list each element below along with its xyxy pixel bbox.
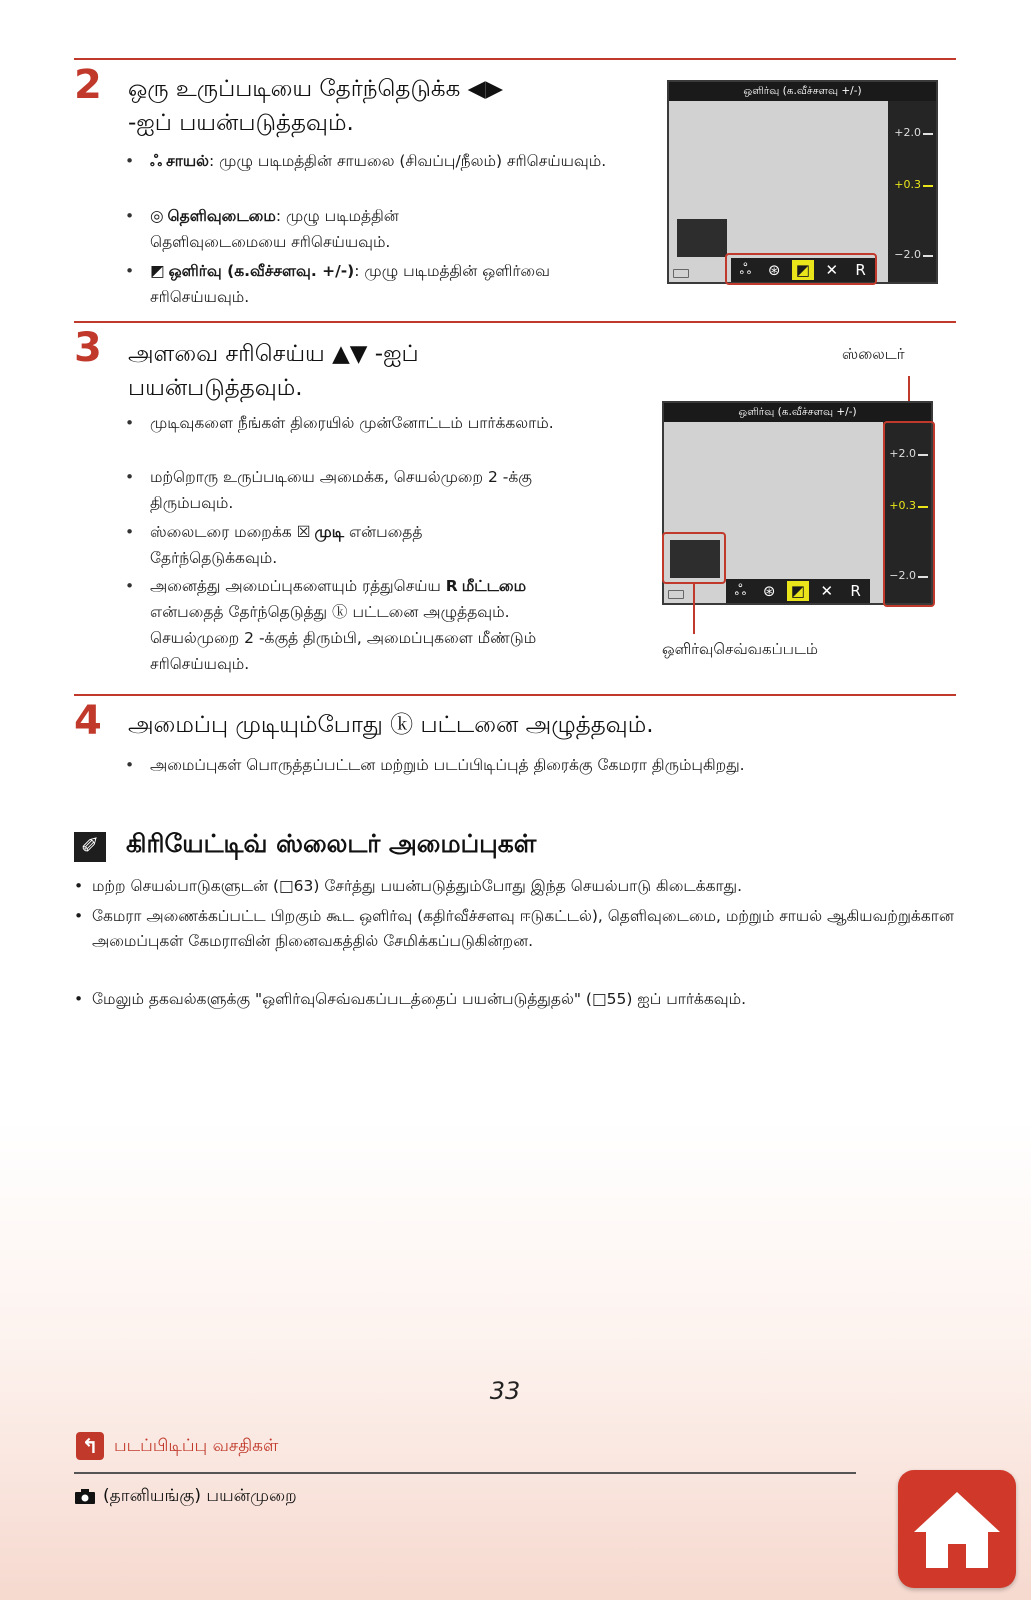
scale-top-label: +2.0 (889, 447, 916, 460)
reset-icon: R (445, 577, 458, 595)
vividness-icon: ◎ (150, 207, 164, 225)
battery-icon (668, 590, 684, 599)
list-item (128, 258, 588, 310)
scale-current-mark (923, 185, 933, 187)
callout-line (693, 584, 695, 634)
step-title-line: பயன்படுத்தவும். (128, 375, 303, 401)
camera-icon (75, 1489, 95, 1504)
hue-icon[interactable]: ஃ (734, 581, 747, 599)
brightness-icon[interactable]: ◩ (792, 260, 814, 280)
step-title (128, 72, 503, 140)
scale-bottom-label: −2.0 (889, 569, 916, 582)
list-item: • கேமரா அணைக்கப்பட்ட பிறகும் கூட ஒளிர்வு (கதிர்வீச்சளவு ஈடுகட்டல்), தெளிவுடைமை, மற்றும் சாயல் ஆகியவற்றுக்கான அமைப்புகள் கேமராவின் நினைவகத்தில் சேமிக்கப்படுகின்றன. (74, 904, 954, 954)
step-title: அமைப்பு முடியும்போது ⓚ பட்டனை அழுத்தவும். (128, 712, 654, 738)
brightness-icon: ◩ (150, 262, 165, 280)
list-item: • முடிவுகளை நீங்கள் திரையில் முன்னோட்டம் பார்க்கலாம். (128, 410, 588, 436)
histogram-highlight (662, 532, 726, 584)
slider-callout: ஸ்லைடர் (842, 345, 905, 363)
step-number: 3 (74, 325, 102, 371)
scale-tick (923, 255, 933, 257)
step-title (128, 337, 419, 405)
vividness-icon[interactable]: ⊛ (767, 261, 781, 279)
list-item: • அமைப்புகள் பொருத்தப்பட்டன மற்றும் படப்பிடிப்புத் திரைக்கு கேமரா திரும்புகிறது. (128, 752, 948, 778)
back-link[interactable]: படப்பிடிப்பு வசதிகள் (114, 1436, 279, 1456)
item-label: தெளிவுடைமை (167, 207, 276, 225)
icon-bar-highlight (725, 253, 877, 285)
step-title-line: ஒரு உருப்படியை தேர்ந்தெடுக்க ◀▶ (128, 76, 504, 102)
brightness-icon[interactable]: ◩ (787, 581, 809, 601)
item-text: : முழு படிமத்தின் ஒளிர்வை சரிசெய்யவும். (150, 262, 550, 306)
step-title-line: அளவை சரிசெய்ய ▲▼ -ஐப் (128, 341, 419, 367)
scale-top-label: +2.0 (894, 126, 921, 139)
home-button[interactable] (898, 1470, 1016, 1588)
list-item: • மற்றொரு உருப்படியை அமைக்க, செயல்முறை 2 -க்கு திரும்பவும். (128, 464, 618, 516)
slider-highlight (883, 421, 935, 607)
page-background (0, 1120, 1031, 1600)
item-label: சாயல் (166, 152, 209, 170)
reset-icon[interactable]: R (850, 582, 861, 600)
section-divider (74, 694, 956, 696)
screen-title: ஒளிர்வு (க.வீச்சளவு +/-) (664, 403, 931, 422)
item-text: : முழு படிமத்தின் தெளிவுடைமையை சரிசெய்யவும். (150, 207, 399, 251)
list-item: • மற்ற செயல்பாடுகளுடன் (□63) சேர்த்து பயன்படுத்தும்போது இந்த செயல்பாடு கிடைக்காது. (74, 874, 954, 899)
slider-icon-bar (726, 579, 870, 603)
footer-divider (74, 1472, 856, 1474)
hue-icon: ஃ (150, 152, 163, 170)
step-title-line: -ஐப் பயன்படுத்தவும். (128, 110, 354, 136)
back-arrow-icon[interactable]: ↰ (76, 1432, 104, 1460)
list-item: • ஸ்லைடரை மறைக்க ☒ முடி என்பதைத் தேர்ந்தெடுக்கவும். (128, 519, 548, 571)
hue-icon[interactable]: ஃ (739, 260, 752, 278)
list-item: • மேலும் தகவல்களுக்கு "ஒளிர்வுசெவ்வகப்படத்தைப் பயன்படுத்துதல்" (□55) ஐப் பார்க்கவும். (74, 987, 954, 1012)
scale-bottom-label: −2.0 (894, 248, 921, 261)
histogram (677, 219, 727, 257)
section-divider (74, 321, 956, 323)
scale-current-label: +0.3 (889, 499, 916, 512)
vividness-icon[interactable]: ⊛ (762, 582, 776, 600)
step-number: 2 (74, 62, 102, 108)
scale-tick (923, 133, 933, 135)
close-icon[interactable]: ✕ (825, 261, 839, 279)
note-icon: ✐ (74, 832, 106, 862)
section-divider (74, 58, 956, 60)
item-text: : முழு படிமத்தின் சாயலை (சிவப்பு/நீலம்) சரிசெய்யவும். (209, 152, 607, 170)
close-icon: ☒ (296, 523, 311, 541)
close-icon[interactable]: ✕ (820, 582, 834, 600)
list-item (128, 148, 628, 174)
item-label: ஒளிர்வு (க.வீச்சளவு. +/-) (168, 262, 355, 280)
screen-title: ஒளிர்வு (க.வீச்சளவு +/-) (669, 82, 936, 101)
page-number: 33 (489, 1377, 521, 1405)
list-item: • அனைத்து அமைப்புகளையும் ரத்துசெய்ய R மீட்டமை என்பதைத் தேர்ந்தெடுத்து ⓚ பட்டனை அழுத்தவும். செயல்முறை 2 -க்குத் திரும்பி, அமைப்புகளை மீண்டும் சரிசெய்யவும். (128, 573, 598, 677)
home-icon (898, 1470, 1016, 1588)
mode-label: (தானியங்கு) பயன்முறை (103, 1486, 297, 1506)
reset-icon[interactable]: R (855, 261, 866, 279)
histogram-callout: ஒளிர்வுசெவ்வகப்படம் (662, 640, 818, 658)
step-number: 4 (74, 698, 102, 744)
battery-icon (673, 269, 689, 278)
list-item (128, 203, 528, 255)
note-title: கிரியேட்டிவ் ஸ்லைடர் அமைப்புகள் (126, 829, 537, 858)
scale-current-label: +0.3 (894, 178, 921, 191)
